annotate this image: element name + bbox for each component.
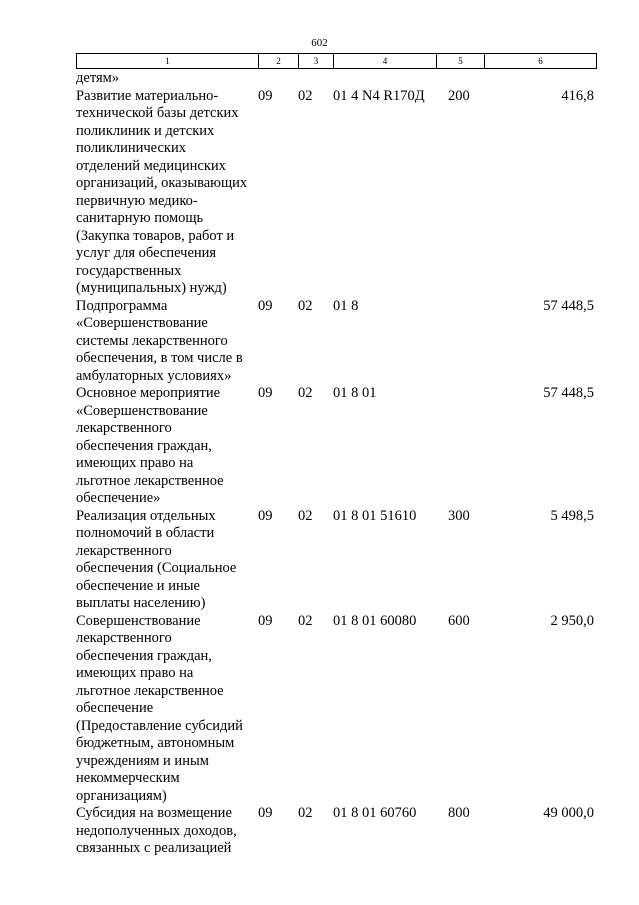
- row-target-article-code: 01 8 01 60080: [333, 612, 417, 629]
- table-body: [76, 70, 596, 858]
- table-row: [76, 805, 596, 858]
- row-name: Подпрограмма «Совершенствование системы лекарственного обеспечения, в том числе в амбулаторных условиях»: [76, 297, 243, 384]
- column-header-2: 2: [259, 54, 299, 69]
- row-name: Развитие материально- технической базы детских поликлиник и детских поликлинических отделений медицинских организаций, оказывающих первичную медико- санитарную помощь (Закупка товаров, работ и услуг для обеспечения государственных (муниципальных) нужд): [76, 87, 248, 296]
- table-row: [76, 385, 596, 508]
- row-section-code: 09: [258, 805, 273, 821]
- table-row: [76, 298, 596, 386]
- column-header-3: 3: [299, 54, 334, 69]
- row-amount: 5 498,5: [550, 507, 594, 524]
- row-name: Основное мероприятие «Совершенствование лекарственного обеспечения граждан, имеющих право на льготное лекарственное обеспечение»: [76, 385, 224, 506]
- row-name: Субсидия на возмещение недополученных доходов, связанных с реализацией: [76, 805, 237, 856]
- row-target-article-code: 01 4 N4 R170Д: [333, 87, 425, 104]
- row-section-code: 09: [258, 507, 273, 524]
- row-subsection-code: 02: [298, 87, 313, 104]
- row-section-code: 09: [258, 87, 273, 104]
- table-row: [76, 613, 596, 806]
- row-amount: 2 950,0: [550, 612, 594, 629]
- row-amount: 49 000,0: [543, 805, 594, 821]
- row-subsection-code: 02: [298, 507, 313, 524]
- row-section-code: 09: [258, 297, 273, 314]
- row-target-article-code: 01 8 01: [333, 385, 377, 401]
- row-target-article-code: 01 8 01 51610: [333, 507, 417, 524]
- column-header-6: 6: [485, 54, 597, 69]
- continuation-row: [76, 70, 596, 88]
- page-number: 602: [311, 37, 328, 49]
- row-subsection-code: 02: [298, 297, 313, 314]
- row-amount: 57 448,5: [543, 297, 594, 314]
- row-name: Реализация отдельных полномочий в области лекарственного обеспечения (Социальное обеспечение и иные выплаты населению): [76, 507, 237, 611]
- row-target-article-code: 01 8 01 60760: [333, 805, 417, 821]
- row-expense-type-code: 300: [448, 507, 470, 524]
- column-header-5: 5: [437, 54, 485, 69]
- column-header-row: [77, 54, 597, 69]
- row-expense-type-code: 200: [448, 87, 470, 104]
- continuation-text: детям»: [76, 70, 120, 86]
- row-expense-type-code: 800: [448, 805, 470, 821]
- row-amount: 57 448,5: [543, 385, 594, 401]
- row-expense-type-code: 600: [448, 612, 470, 629]
- table-row: [76, 508, 596, 613]
- row-amount: 416,8: [561, 87, 594, 104]
- row-name: Совершенствование лекарственного обеспечения граждан, имеющих право на льготное лекарственное обеспечение (Предоставление субсидий бюджетным, автономным учреждениям и иным некоммерческим организациям): [76, 612, 243, 804]
- column-header-4: 4: [334, 54, 437, 69]
- column-header-1: 1: [77, 54, 259, 69]
- row-subsection-code: 02: [298, 612, 313, 629]
- row-target-article-code: 01 8: [333, 297, 359, 314]
- row-section-code: 09: [258, 385, 273, 401]
- row-subsection-code: 02: [298, 805, 313, 821]
- column-header-table: [76, 53, 597, 69]
- table-row: [76, 88, 596, 298]
- row-section-code: 09: [258, 612, 273, 629]
- row-subsection-code: 02: [298, 385, 313, 401]
